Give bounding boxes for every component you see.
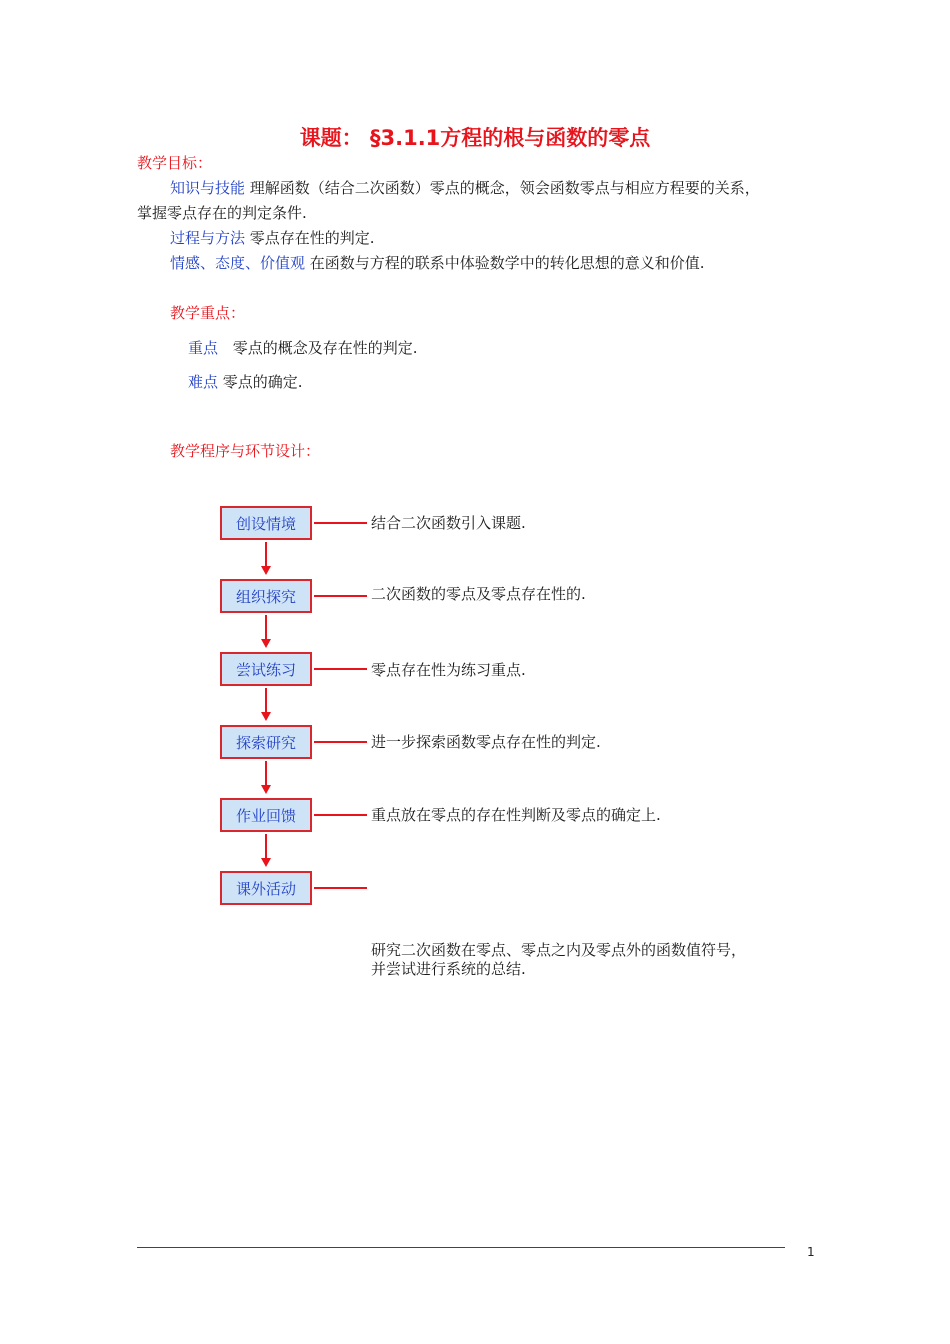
arrow-shaft-2: [265, 615, 267, 639]
extra-activity-line-2: 并尝试进行系统的总结.: [371, 960, 526, 978]
extra-activity-line-1: 研究二次函数在零点、零点之内及零点外的函数值符号，: [371, 941, 747, 959]
knowledge-line: [170, 177, 760, 198]
arrow-head-4: [261, 785, 271, 794]
emotion-line: [170, 252, 705, 273]
objectives-heading: 教学目标：: [137, 154, 213, 172]
difficulty-line: [188, 371, 303, 392]
connector-5: [314, 814, 367, 816]
step-desc-5: 重点放在零点的存在性判断及零点的确定上.: [371, 806, 661, 824]
step-box-2: 组织探究: [220, 579, 312, 613]
procedure-heading: 教学程序与环节设计：: [170, 442, 321, 460]
step-desc-1: 结合二次函数引入课题.: [371, 514, 526, 532]
footer-divider: [137, 1247, 785, 1248]
connector-6: [314, 887, 367, 889]
step-desc-2: 二次函数的零点及零点存在性的.: [371, 585, 586, 603]
connector-2: [314, 595, 367, 597]
knowledge-text: 理解函数（结合二次函数）零点的概念，领会函数零点与相应方程要的关系，: [249, 179, 760, 197]
focus-text: 零点的概念及存在性的判定.: [232, 339, 418, 357]
step-box-5: 作业回馈: [220, 798, 312, 832]
process-text: 零点存在性的判定.: [249, 229, 375, 247]
connector-1: [314, 522, 367, 524]
emotion-label: 情感、态度、价值观: [170, 254, 306, 272]
focus-label: 重点: [188, 339, 219, 357]
arrow-shaft-3: [265, 688, 267, 712]
knowledge-label: 知识与技能: [170, 179, 246, 197]
process-label: 过程与方法: [170, 229, 246, 247]
arrow-head-5: [261, 858, 271, 867]
step-box-3: 尝试练习: [220, 652, 312, 686]
difficulty-label: 难点: [188, 373, 219, 391]
key-points-heading: 教学重点：: [170, 304, 246, 322]
step-desc-3: 零点存在性为练习重点.: [371, 661, 526, 679]
step-desc-4: 进一步探索函数零点存在性的判定.: [371, 733, 601, 751]
arrow-shaft-4: [265, 761, 267, 785]
step-box-1: 创设情境: [220, 506, 312, 540]
page-title: 课题： §3.1.1方程的根与函数的零点: [299, 126, 651, 150]
arrow-head-3: [261, 712, 271, 721]
step-box-6: 课外活动: [220, 871, 312, 905]
connector-3: [314, 668, 367, 670]
difficulty-text: 零点的确定.: [222, 373, 303, 391]
process-line: [170, 227, 375, 248]
focus-line: [188, 337, 418, 358]
arrow-head-1: [261, 566, 271, 575]
page-number: 1: [807, 1245, 815, 1259]
step-box-4: 探索研究: [220, 725, 312, 759]
knowledge-text-continued: 掌握零点存在的判定条件.: [137, 204, 307, 222]
arrow-shaft-1: [265, 542, 267, 566]
arrow-shaft-5: [265, 834, 267, 858]
emotion-text: 在函数与方程的联系中体验数学中的转化思想的意义和价值.: [309, 254, 705, 272]
arrow-head-2: [261, 639, 271, 648]
connector-4: [314, 741, 367, 743]
